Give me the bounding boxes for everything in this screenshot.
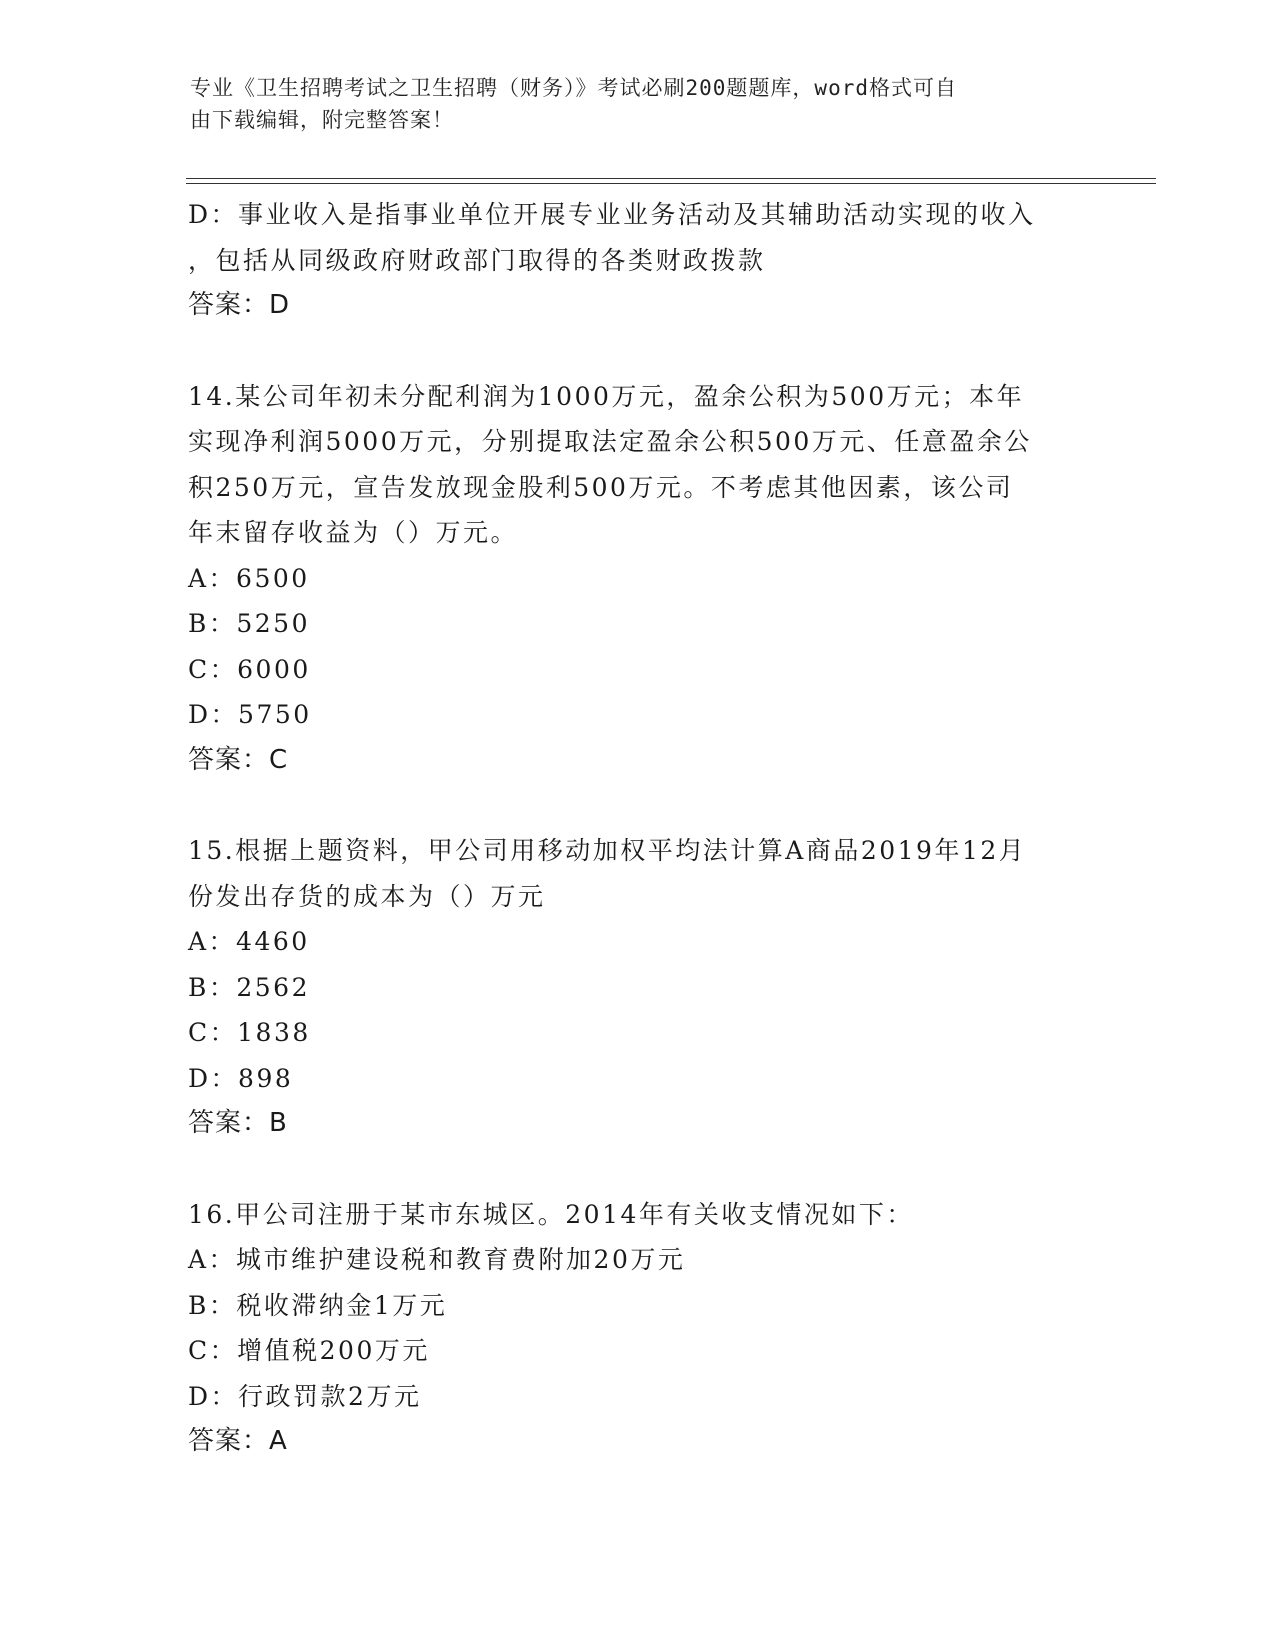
- answer-line: 答案：C: [188, 744, 289, 775]
- question-stem-line: 15.根据上题资料，甲公司用移动加权平均法计算A商品2019年12月: [188, 836, 1027, 865]
- question-14: [188, 374, 1088, 784]
- option-d: D：事业收入是指事业单位开展专业业务活动及其辅助活动实现的收入: [188, 200, 1036, 229]
- option-d: D：898: [188, 1063, 294, 1093]
- answer-line: 答案：B: [188, 1108, 288, 1138]
- option-a: A：6500: [188, 563, 310, 593]
- option-d: D：5750: [188, 700, 312, 729]
- header-divider-bottom: [186, 183, 1156, 184]
- option-c: C：6000: [188, 654, 311, 684]
- option-a: A：4460: [188, 927, 310, 956]
- question-stem-line: 实现净利润5000万元，分别提取法定盈余公积500万元、任意盈余公: [188, 427, 1032, 456]
- header-divider-top: [186, 178, 1156, 179]
- header-line-1: 专业《卫生招聘考试之卫生招聘（财务）》考试必刷200题题库，word格式可自: [190, 76, 957, 100]
- answer-line: 答案：D: [188, 290, 291, 320]
- option-b: B：5250: [188, 609, 310, 638]
- spacer: [188, 329, 1088, 374]
- option-b: B：税收滞纳金1万元: [188, 1290, 448, 1320]
- option-d-continued: ，包括从同级政府财政部门取得的各类财政拨款: [188, 245, 766, 275]
- option-d: D：行政罚款2万元: [188, 1381, 422, 1411]
- previous-question-tail: [188, 192, 1088, 329]
- question-stem-line: 16.甲公司注册于某市东城区。2014年有关收支情况如下：: [188, 1199, 914, 1229]
- option-c: C：1838: [188, 1018, 311, 1047]
- question-content: [188, 192, 1088, 1465]
- option-b: B：2562: [188, 972, 310, 1002]
- spacer: [188, 783, 1088, 828]
- question-stem-line: 积250万元，宣告发放现金股利500万元。不考虑其他因素，该公司: [188, 472, 1014, 502]
- option-a: A：城市维护建设税和教育费附加20万元: [188, 1245, 686, 1274]
- question-15: [188, 828, 1088, 1147]
- answer-line: 答案：A: [188, 1426, 288, 1456]
- option-c: C：增值税200万元: [188, 1336, 430, 1365]
- header-line-2: 由下载编辑，附完整答案！: [190, 108, 454, 132]
- spacer: [188, 1147, 1088, 1192]
- question-16: [188, 1192, 1088, 1465]
- document-header: [190, 72, 1070, 136]
- question-stem-line: 份发出存货的成本为（）万元: [188, 881, 546, 911]
- question-stem-line: 14.某公司年初未分配利润为1000万元，盈余公积为500万元；本年: [188, 381, 1025, 411]
- question-stem-line: 年末留存收益为（）万元。: [188, 518, 519, 547]
